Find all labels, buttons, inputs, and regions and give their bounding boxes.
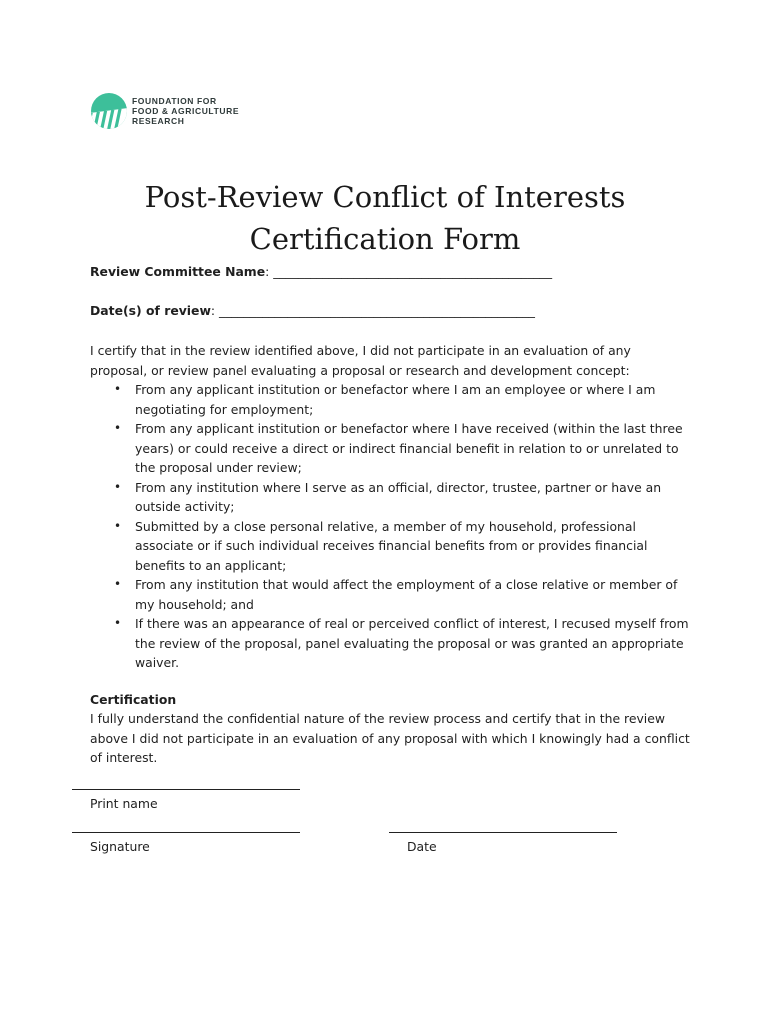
print-name-label: Print name	[90, 796, 158, 811]
list-item-text: Submitted by a close personal relative, a member of my household, professional associate or if such individual receives financial benefits from or provides financial benefits to an applicant;	[135, 518, 648, 573]
review-dates-field[interactable]	[90, 301, 535, 321]
print-name-line[interactable]	[72, 789, 300, 790]
list-item	[90, 614, 690, 673]
list-item-text: From any institution where I serve as an official, director, trustee, partner or have an outside activity;	[135, 479, 662, 514]
logo-line: RESEARCH	[132, 116, 185, 126]
logo-wordmark	[132, 96, 239, 126]
review-committee-label: Review Committee Name	[90, 264, 266, 279]
logo-line: FOUNDATION FOR	[132, 96, 217, 106]
bullet-icon: •	[114, 616, 122, 630]
list-item	[90, 575, 690, 614]
intro-paragraph: I certify that in the review identified above, I did not participate in an evaluation of any proposal, or review panel evaluating a proposal or research and development concept:	[90, 343, 631, 378]
list-item-text: From any institution that would affect the employment of a close relative or member of my household; and	[135, 577, 678, 612]
organization-logo	[90, 92, 250, 132]
review-committee-blank[interactable]: : _____________________________________________	[265, 264, 553, 279]
certification-heading: Certification	[90, 692, 177, 707]
conflict-criteria-list	[90, 380, 690, 673]
list-item	[90, 380, 690, 419]
list-item	[90, 419, 690, 478]
bullet-icon: •	[114, 382, 122, 396]
list-item	[90, 517, 690, 576]
signature-line[interactable]	[72, 832, 300, 833]
page-title	[0, 176, 770, 260]
signature-label: Signature	[90, 839, 150, 854]
logo-line: FOOD & AGRICULTURE	[132, 106, 240, 116]
date-line[interactable]	[389, 832, 617, 833]
list-item-text: From any applicant institution or benefactor where I am an employee or where I am negotiating for employment;	[135, 382, 656, 417]
bullet-icon: •	[114, 479, 122, 494]
bullet-icon: •	[114, 421, 122, 435]
bullet-icon: •	[114, 577, 122, 591]
ffar-logo-icon	[90, 92, 128, 130]
title-line-2: Certification Form	[249, 222, 521, 256]
date-label: Date	[407, 839, 437, 854]
list-item	[90, 478, 690, 517]
review-dates-blank[interactable]: : ___________________________________________________	[210, 303, 535, 318]
certification-text: I fully understand the confidential nature of the review process and certify that in the review above I did not participate in an evaluation of any proposal with which I knowingly had a conflict of interest.	[90, 711, 690, 765]
review-committee-field[interactable]	[90, 262, 552, 282]
list-item-text: If there was an appearance of real or perceived conflict of interest, I recused myself from the review of the proposal, panel evaluating the proposal or was granted an appropriate waiver.	[135, 616, 689, 670]
title-line-1: Post-Review Conflict of Interests	[144, 180, 626, 214]
review-dates-label: Date(s) of review	[90, 303, 211, 318]
list-item-text: From any applicant institution or benefactor where I have received (within the last three years) or could receive a direct or indirect financial benefit in relation to or unrelated to the proposal under review;	[135, 421, 683, 475]
bullet-icon: •	[114, 518, 122, 533]
